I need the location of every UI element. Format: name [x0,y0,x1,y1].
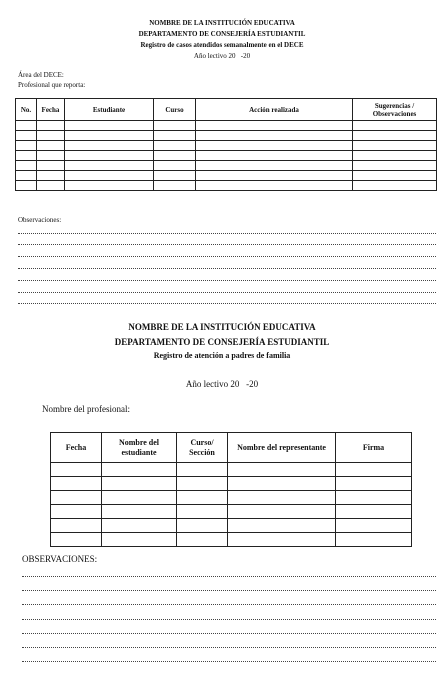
form1-col-no: No. [16,99,37,121]
form2-observation-line[interactable] [22,661,436,662]
form1-observation-line[interactable] [18,233,436,234]
form1-observations-label: Observaciones: [18,216,62,224]
form2-observation-line[interactable] [22,576,436,577]
table-row[interactable] [16,131,437,141]
form2-parents-table [50,432,412,547]
form2-col-fecha: Fecha [51,433,102,463]
form1-area-label: Área del DECE: [18,71,64,79]
form1-col-estudiante: Estudiante [65,99,154,121]
form2-year: Año lectivo 20 -20 [185,379,259,389]
form2-observation-line[interactable] [22,633,436,634]
form2-institution: NOMBRE DE LA INSTITUCIÓN EDUCATIVA [128,322,316,332]
form1-observation-line[interactable] [18,292,436,293]
form2-department: DEPARTAMENTO DE CONSEJERÍA ESTUDIANTIL [114,337,330,347]
form1-observation-line[interactable] [18,268,436,269]
table-row[interactable] [16,151,437,161]
form1-col-fecha: Fecha [37,99,65,121]
form2-col-estudiante: Nombre del estudiante [102,433,177,463]
table-row[interactable] [16,181,437,191]
table-row[interactable] [51,505,412,519]
form2-header-row [51,433,412,463]
form2-subtitle: Registro de atención a padres de familia [153,351,291,360]
form1-observation-line[interactable] [18,303,436,304]
form1-observation-line[interactable] [18,280,436,281]
form2-observations-label: OBSERVACIONES: [22,554,98,564]
form1-institution: NOMBRE DE LA INSTITUCIÓN EDUCATIVA [149,19,295,27]
form2-professional-label: Nombre del profesional: [42,404,130,414]
form1-department: DEPARTAMENTO DE CONSEJERÍA ESTUDIANTIL [138,30,306,38]
table-row[interactable] [51,533,412,547]
form1-cases-table [15,98,437,191]
form2-observation-line[interactable] [22,619,436,620]
form1-header-row [16,99,437,121]
form2-col-firma: Firma [336,433,412,463]
table-row[interactable] [51,477,412,491]
form1-observation-line[interactable] [18,244,436,245]
form1-col-sugerencias: Sugerencias / Observaciones [353,99,437,121]
form1-observation-line[interactable] [18,256,436,257]
form2-col-curso: Curso/ Sección [177,433,228,463]
table-row[interactable] [16,171,437,181]
table-row[interactable] [51,491,412,505]
table-row[interactable] [51,519,412,533]
table-row[interactable] [51,463,412,477]
table-row[interactable] [16,141,437,151]
form1-col-accion: Acción realizada [196,99,353,121]
form1-col-curso: Curso [154,99,196,121]
table-row[interactable] [16,161,437,171]
table-row[interactable] [16,121,437,131]
form2-observation-line[interactable] [22,590,436,591]
form1-subtitle: Registro de casos atendidos semanalmente en el DECE [140,41,304,49]
form1-professional-label: Profesional que reporta: [18,81,86,89]
form2-observation-line[interactable] [22,604,436,605]
form2-col-representante: Nombre del representante [228,433,336,463]
form1-year: Año lectivo 20 -20 [193,52,251,60]
form2-observation-line[interactable] [22,647,436,648]
